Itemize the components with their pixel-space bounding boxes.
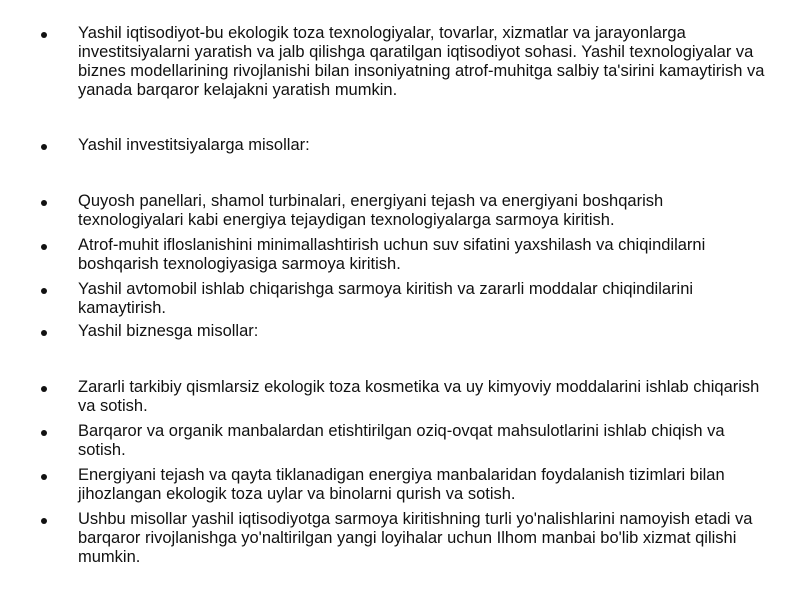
list-item-text: Yashil avtomobil ishlab chiqarishga sarmoya kiritish va zararli moddalar chiqindilarini kamaytirish. xyxy=(78,280,694,317)
list-item-text: Yashil investitsiyalarga misollar: xyxy=(78,136,310,154)
list-item-text: Atrof-muhit ifloslanishini minimallashtirish uchun suv sifatini yaxshilash va chiqindilarni boshqarish texnologiyasiga sarmoya kiritish. xyxy=(78,236,706,273)
list-item-text: Quyosh panellari, shamol turbinalari, energiyani tejash va energiyani boshqarish texnologiyalari kabi energiya tejaydigan texnologiyalarga sarmoya kiritish. xyxy=(78,192,664,229)
bullet-icon xyxy=(41,288,47,294)
bullet-icon xyxy=(41,474,47,480)
bullet-icon xyxy=(41,144,47,150)
bullet-icon xyxy=(41,518,47,524)
list-item-text: Zararli tarkibiy qismlarsiz ekologik toza kosmetika va uy kimyoviy moddalarini ishlab chiqarish va sotish. xyxy=(78,378,760,415)
list-item-text: Yashil biznesga misollar: xyxy=(78,322,259,340)
list-item-text: Energiyani tejash va qayta tiklanadigan energiya manbalaridan foydalanish tizimlari bilan jihozlangan ekologik toza uylar va binolarni qurish va sotish. xyxy=(78,466,725,503)
list-item-text: Ushbu misollar yashil iqtisodiyotga sarmoya kiritishning turli yo'nalishlarini namoyish etadi va barqaror rivojlanishga yo'naltirilgan yangi loyihalar uchun Ilhom manbai bo'lib xizmat qilishi mumkin. xyxy=(78,510,753,566)
bullet-icon xyxy=(41,200,47,206)
bullet-icon xyxy=(41,330,47,336)
bullet-icon xyxy=(41,32,47,38)
list-item-text: Yashil iqtisodiyot-bu ekologik toza texnologiyalar, tovarlar, xizmatlar va jarayonlarga investitsiyalarni yaratish va jalb qilishga qaratilgan iqtisodiyot sohasi. Yashil texnologiyalar va biznes modellarining rivojlanishi bilan insoniyatning atrof-muhitga salbiy ta'sirini kamaytirish va yanada barqaror kelajakni yaratish mumkin. xyxy=(78,24,765,99)
bullet-icon xyxy=(41,244,47,250)
bullet-icon xyxy=(41,430,47,436)
bullet-icon xyxy=(41,386,47,392)
list-item-text: Barqaror va organik manbalardan etishtirilgan oziq-ovqat mahsulotlarini ishlab chiqish va sotish. xyxy=(78,422,725,459)
